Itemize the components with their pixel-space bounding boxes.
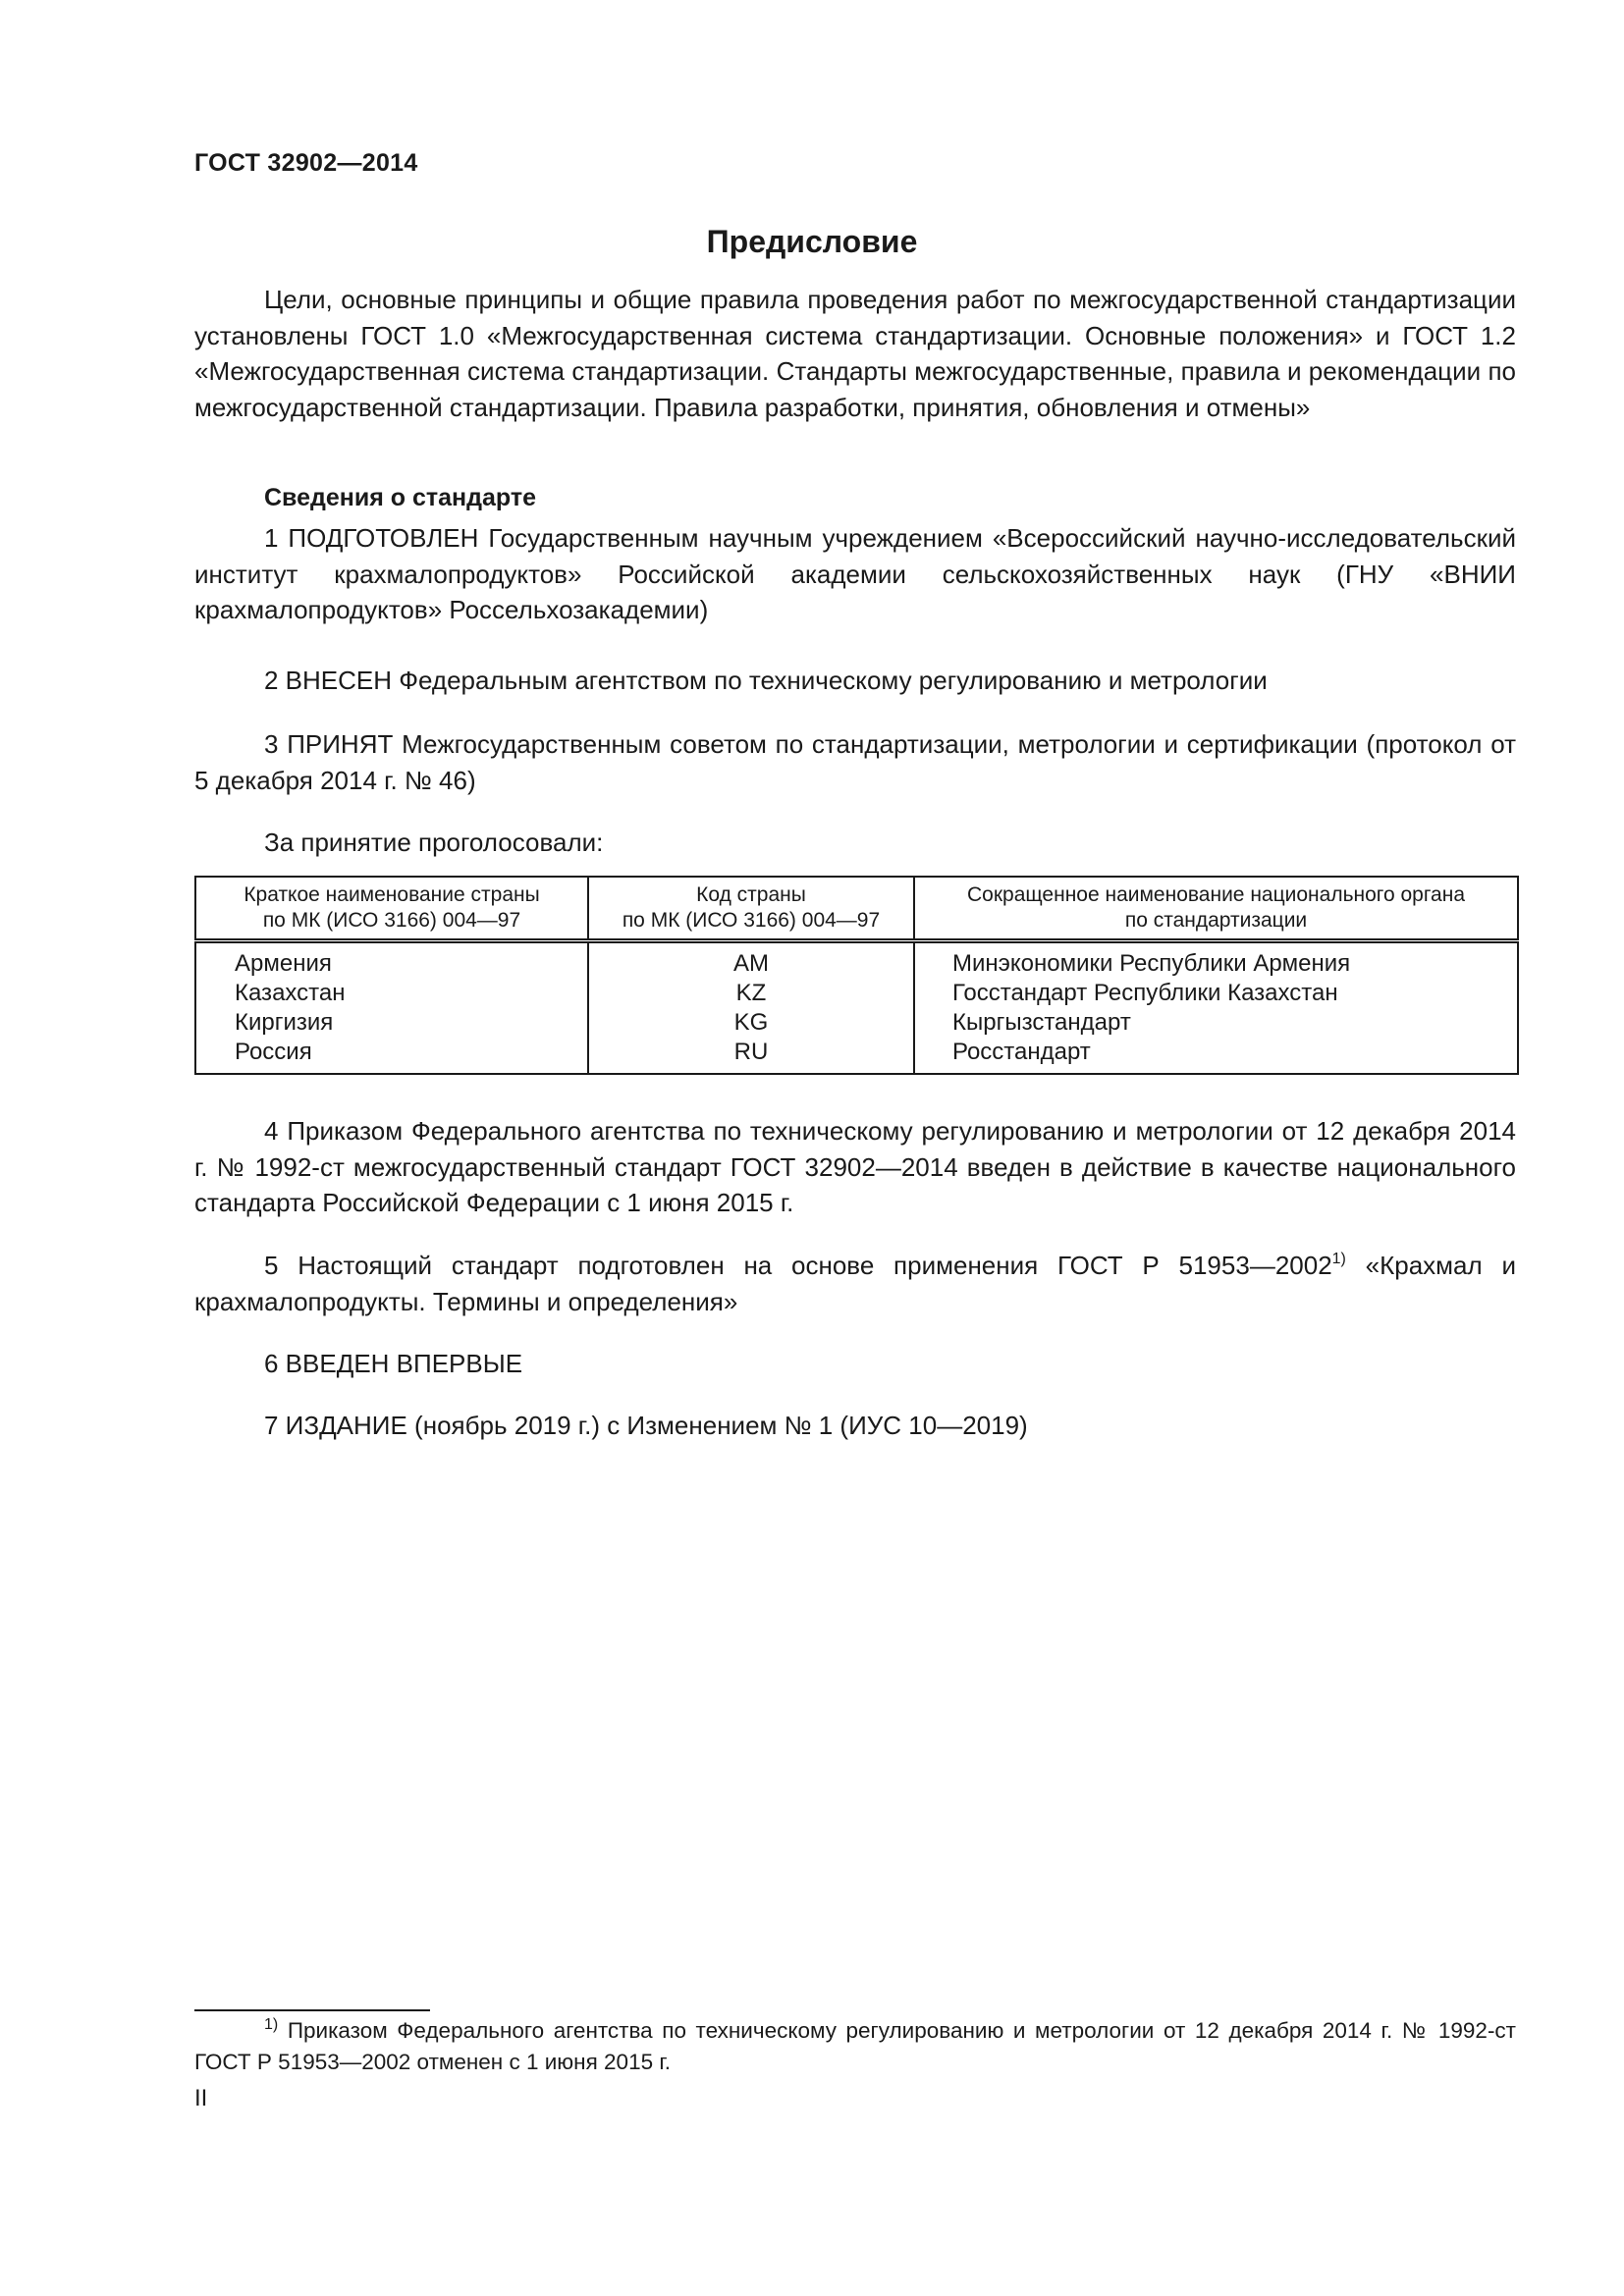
country-code: RU <box>588 1038 914 1074</box>
footnote-divider <box>194 2009 430 2011</box>
header-code <box>588 877 914 941</box>
header-body <box>914 877 1518 941</box>
national-body: Росстандарт <box>914 1038 1518 1074</box>
national-body: Кыргызстандарт <box>914 1008 1518 1038</box>
country-code: KG <box>588 1008 914 1038</box>
table-row <box>195 1038 1518 1074</box>
footnote <box>194 2015 1516 2078</box>
item-enacted: 4 Приказом Федерального агентства по техническому регулированию и метрологии от 12 декабря 2014 г. № 1992-ст межгосударственный стандарт ГОСТ 32902—2014 введен в действие в качестве национального стандарта Российской Федерации с 1 июня 2015 г. <box>194 1116 1516 1217</box>
country-name: Казахстан <box>195 979 588 1008</box>
item-adopted: 3 ПРИНЯТ Межгосударственным советом по стандартизации, метрологии и сертификации (протокол от 5 декабря 2014 г. № 46) <box>194 729 1516 795</box>
header-country <box>195 877 588 941</box>
page-title: Предисловие <box>706 224 918 259</box>
footnote-marker: 1) <box>264 2015 279 2033</box>
intro-paragraph: Цели, основные принципы и общие правила проведения работ по межгосударственной стандартизации установлены ГОСТ 1.0 «Межгосударственная система стандартизации. Основные положения» и ГОСТ 1.2 «Межгосударственная система стандартизации. Стандарты межгосударственные, правила и рекомендации по межгосударственной стандартизации. Правила разработки, принятия, обновления и отмены» <box>194 285 1516 422</box>
item-prepared: 1 ПОДГОТОВЛЕН Государственным научным учреждением «Всероссийский научно-исследовательский институт крахмалопродуктов» Российской академии сельскохозяйственных наук (ГНУ «ВНИИ крахмалопродуктов» Россельхозакадемии) <box>194 523 1516 624</box>
page-number: II <box>194 2085 208 2111</box>
country-code: AM <box>588 941 914 980</box>
item-first-time: 6 ВВЕДЕН ВПЕРВЫЕ <box>264 1349 523 1378</box>
header-country-line2: по МК (ИСО 3166) 004—97 <box>262 909 521 932</box>
country-name: Россия <box>195 1038 588 1074</box>
basis-prefix: 5 Настоящий стандарт подготовлен на основе применения ГОСТ Р 51953—2002 <box>264 1251 1332 1280</box>
item-edition: 7 ИЗДАНИЕ (ноябрь 2019 г.) с Изменением № 1 (ИУС 10—2019) <box>264 1411 1028 1440</box>
national-body: Госстандарт Республики Казахстан <box>914 979 1518 1008</box>
table-header-row <box>195 877 1518 941</box>
header-body-line2: по стандартизации <box>1124 909 1308 932</box>
header-code-line2: по МК (ИСО 3166) 004—97 <box>622 909 881 932</box>
header-body-line1: Сокращенное наименование национального органа <box>966 883 1466 906</box>
national-body: Минэкономики Республики Армения <box>914 941 1518 980</box>
footnote-text: Приказом Федерального агентства по техническому регулированию и метрологии от 12 декабря 2014 г. № 1992-ст ГОСТ Р 51953—2002 отменен с 1 июня 2015 г. <box>194 2018 1516 2074</box>
table-row <box>195 941 1518 980</box>
country-name: Киргизия <box>195 1008 588 1038</box>
header-country-line1: Краткое наименование страны <box>244 883 540 906</box>
item-introduced: 2 ВНЕСЕН Федеральным агентством по техническому регулированию и метрологии <box>264 666 1268 695</box>
header-code-line1: Код страны <box>696 883 806 906</box>
voted-intro: За принятие проголосовали: <box>264 828 604 857</box>
document-number-header: ГОСТ 32902—2014 <box>194 149 418 177</box>
country-name: Армения <box>195 941 588 980</box>
basis-suffix: «Крахмал и крахмалопродукты. Термины и определения» <box>194 1251 1516 1316</box>
table-row <box>195 1008 1518 1038</box>
footnote-reference: 1) <box>1331 1251 1346 1268</box>
voting-countries-table <box>194 876 1519 1075</box>
country-code: KZ <box>588 979 914 1008</box>
table-row <box>195 979 1518 1008</box>
item-basis <box>194 1248 1516 1319</box>
section-heading: Сведения о стандарте <box>264 484 537 511</box>
